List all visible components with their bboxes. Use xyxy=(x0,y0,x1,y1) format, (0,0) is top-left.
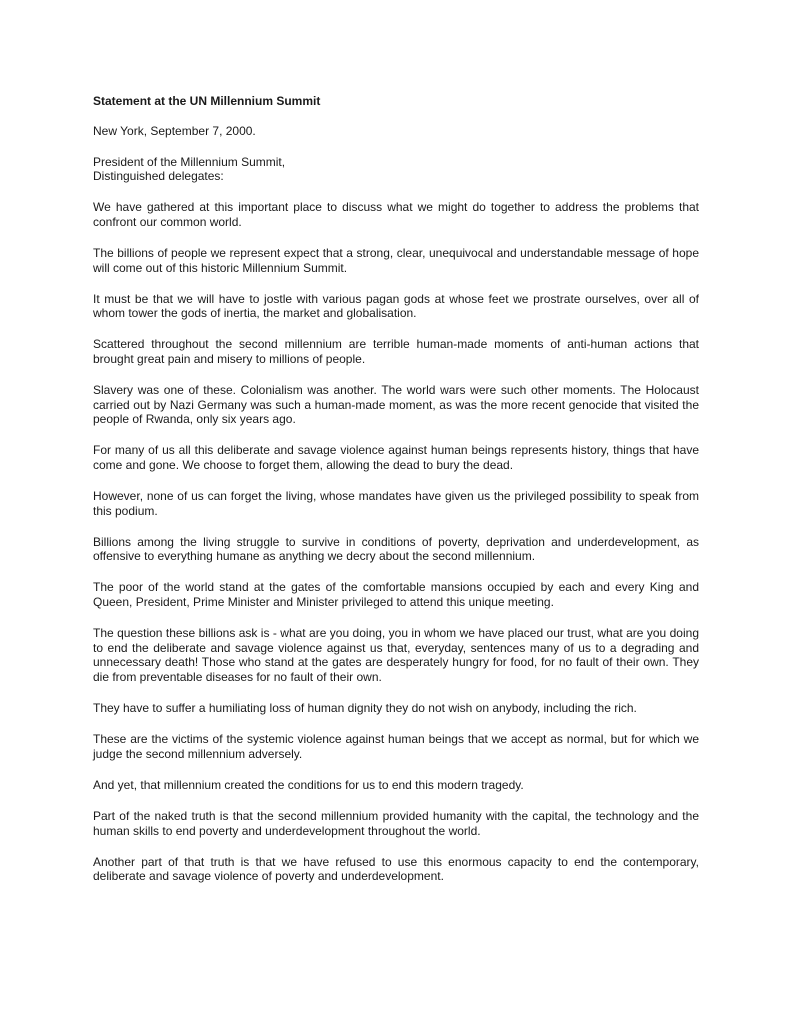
paragraph-9: The poor of the world stand at the gates of the comfortable mansions occupied by each and every King and Queen, President, Prime Minister and Minister privileged to attend this unique meeting. xyxy=(93,580,699,610)
document-title: Statement at the UN Millennium Summit xyxy=(93,94,321,108)
salutation xyxy=(93,155,699,184)
salutation-line-2: Distinguished delegates: xyxy=(93,169,224,184)
salutation-line-1: President of the Millennium Summit, xyxy=(93,154,286,169)
paragraph-10: The question these billions ask is - what are you doing, you in whom we have placed our trust, what are you doing to end the deliberate and savage violence against us that, everyday, sentences many of us to a degrading and unnecessary death! Those who stand at the gates are desperately hungry for food, for no fault of their own. They die from preventable diseases for no fault of their own. xyxy=(93,626,699,684)
paragraph-12: These are the victims of the systemic violence against human beings that we accept as normal, but for which we judge the second millennium adversely. xyxy=(93,732,699,761)
paragraph-11: They have to suffer a humiliating loss of human dignity they do not wish on anybody, including the rich. xyxy=(93,701,637,716)
paragraph-4: Scattered throughout the second millennium are terrible human-made moments of anti-human actions that brought great pain and misery to millions of people. xyxy=(93,337,699,367)
paragraph-14: Part of the naked truth is that the second millennium provided humanity with the capital, the technology and the human skills to end poverty and underdevelopment throughout the world. xyxy=(93,808,699,838)
paragraph-5: Slavery was one of these. Colonialism was another. The world wars were such other moments. The Holocaust carried out by Nazi Germany was such a human-made moment, as was the more recent genocide that visited the people of Rwanda, only six years ago. xyxy=(93,383,699,427)
paragraph-15: Another part of that truth is that we have refused to use this enormous capacity to end the contemporary, deliberate and savage violence of poverty and underdevelopment. xyxy=(93,854,699,884)
paragraph-7: However, none of us can forget the living, whose mandates have given us the privileged possibility to speak from this podium. xyxy=(93,489,699,518)
paragraph-8: Billions among the living struggle to survive in conditions of poverty, deprivation and underdevelopment, as offensive to everything humane as anything we decry about the second millennium. xyxy=(93,534,699,564)
paragraph-6: For many of us all this deliberate and savage violence against human beings represents history, things that have come and gone. We choose to forget them, allowing the dead to bury the dead. xyxy=(93,443,699,472)
paragraph-1: We have gathered at this important place to discuss what we might do together to address the problems that confront our common world. xyxy=(93,200,699,229)
paragraph-2: The billions of people we represent expect that a strong, clear, unequivocal and understandable message of hope will come out of this historic Millennium Summit. xyxy=(93,246,699,275)
paragraph-3: It must be that we will have to jostle with various pagan gods at whose feet we prostrate ourselves, over all of whom tower the gods of inertia, the market and globalisation. xyxy=(93,291,699,321)
document-page xyxy=(93,94,699,900)
dateline: New York, September 7, 2000. xyxy=(93,123,256,138)
paragraph-13: And yet, that millennium created the conditions for us to end this modern tragedy. xyxy=(93,777,524,792)
